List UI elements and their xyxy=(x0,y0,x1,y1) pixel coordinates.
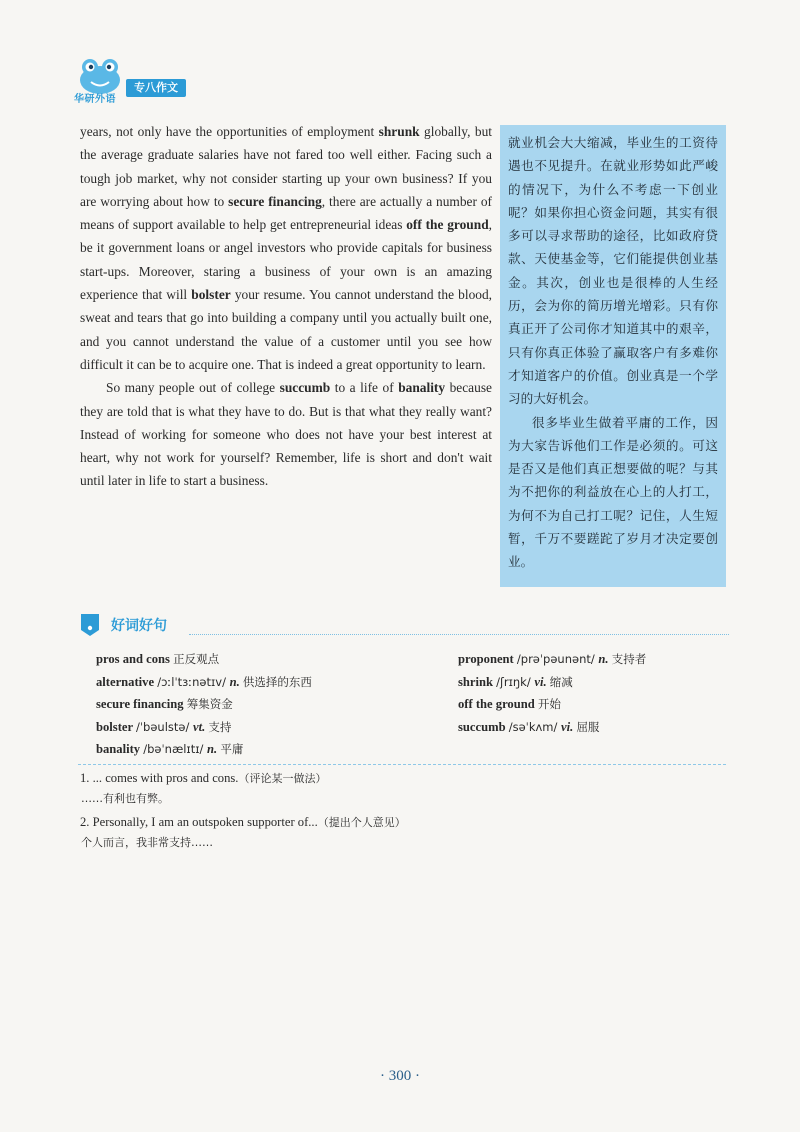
highlighted-term: bolster xyxy=(191,287,231,303)
vocab-item xyxy=(96,693,436,716)
vocab-item xyxy=(458,716,738,739)
vocab-word: off the ground xyxy=(458,697,538,712)
text-run: globally, but the average graduate salaries have not fared too well either. Facing such a tough job market, why not consider starting up your own business? If you are worrying about how to xyxy=(80,124,492,209)
vocab-word: secure financing xyxy=(96,697,187,712)
text-run: So many people out of college xyxy=(106,380,280,396)
vocab-word: banality xyxy=(96,742,144,757)
english-paragraph-1 xyxy=(80,120,492,376)
sentence-chinese: 个人而言，我非常支持…… xyxy=(81,836,213,849)
vocab-section-title: 好词好句 xyxy=(111,618,167,634)
vocab-phonetic: /ˈbəulstə/ xyxy=(136,719,194,734)
sentence-english: 1. ... comes with pros and cons.（评论某一做法） xyxy=(80,771,327,785)
vocab-meaning: 筹集资金 xyxy=(186,697,233,712)
vocab-part-of-speech: n. xyxy=(229,674,243,689)
vocab-list-right xyxy=(458,648,738,738)
highlighted-term: secure financing xyxy=(228,193,322,209)
vocab-phonetic: /bəˈnælɪtɪ/ xyxy=(143,742,208,757)
vocab-meaning: 开始 xyxy=(537,697,561,712)
vocab-meaning: 屈服 xyxy=(576,719,600,734)
chinese-paragraph-1: 就业机会大大缩减，毕业生的工资待遇也不见提升。在就业形势如此严峻的情况下，为什么不考虑一下创业呢？如果你担心资金问题，其实有很多可以寻求帮助的途径，比如政府贷款、天使基金等，它们能提供创业基金。其次，创业也是很棒的人生经历，会为你的简历增光增彩。只有你真正开了公司你才知道其中的艰辛，只有你真正体验了赢取客户有多难你才知道客户的价值。创业真是一个学习的大好机会。 xyxy=(508,135,718,407)
vocab-phonetic: /ɔːlˈtɜːnətɪv/ xyxy=(157,674,230,689)
vocab-part-of-speech: vi. xyxy=(561,719,577,734)
pencil-tag-icon xyxy=(79,612,101,638)
vocab-word: bolster xyxy=(96,719,136,734)
highlighted-term: shrunk xyxy=(378,124,420,139)
vocab-item xyxy=(96,738,436,761)
vocab-part-of-speech: n. xyxy=(207,742,221,757)
vocab-item xyxy=(96,671,436,694)
vocab-item xyxy=(458,693,738,716)
english-paragraph-2 xyxy=(80,376,492,492)
section-badge: 专八作文 xyxy=(126,79,186,97)
chinese-translation-box xyxy=(500,125,726,587)
vocab-word: pros and cons xyxy=(96,652,174,666)
vocab-meaning: 平庸 xyxy=(220,742,244,757)
vocab-item xyxy=(458,648,738,671)
highlighted-term: off the ground xyxy=(406,217,489,233)
vocab-phonetic: /səˈkʌm/ xyxy=(508,719,562,734)
vocab-item xyxy=(96,716,436,739)
text-run: because they are told that is what they have to do. But is that what they really want? Instead of working for someone who does not have your best interest at heart, why not work for yourself? Remember, life is short and don't wait until later in life to start a business. xyxy=(80,380,492,489)
vocab-part-of-speech: vi. xyxy=(534,674,550,689)
vocab-word: shrink xyxy=(458,674,497,689)
text-run: to a life of xyxy=(330,380,399,396)
vocab-list-left xyxy=(96,648,436,761)
vocab-word: proponent xyxy=(458,652,517,666)
vocab-word: alternative xyxy=(96,674,158,689)
vocab-word: succumb xyxy=(458,719,509,734)
vocab-item xyxy=(458,671,738,694)
sentence-item-2 xyxy=(80,812,730,853)
vocab-meaning: 支持 xyxy=(208,719,232,734)
vocab-meaning: 缩减 xyxy=(549,674,573,689)
vocab-phonetic: /ʃrɪŋk/ xyxy=(496,674,535,689)
vocab-section-header xyxy=(79,612,729,642)
text-run: years, not only have the opportunities of employment xyxy=(80,124,379,139)
sentence-chinese: ……有利也有弊。 xyxy=(81,792,169,805)
vocab-part-of-speech: vt. xyxy=(193,719,209,734)
chinese-paragraph-2: 很多毕业生做着平庸的工作，因为大家告诉他们工作是必须的。可这是否又是他们真正想要做的呢？与其为不把你的利益放在心上的人打工，为何不为自己打工呢？记住，人生短暂，千万不要蹉跎了岁月才决定要创业。 xyxy=(508,414,718,570)
english-column xyxy=(80,120,492,493)
vocab-item xyxy=(96,648,436,671)
sentence-item-1 xyxy=(80,768,730,809)
sentence-english: 2. Personally, I am an outspoken supporter of...（提出个人意见） xyxy=(80,815,406,829)
vocab-part-of-speech: n. xyxy=(598,652,612,666)
highlighted-term: banality xyxy=(398,380,446,396)
text-run: your resume. You cannot understand the blood, sweat and tears that go into building a company until you actually built one, and you cannot understand the value of a customer until you see how difficult it can be to acquire one. That is indeed a great opportunity to learn. xyxy=(80,287,493,372)
page-number: · 300 · xyxy=(380,1068,420,1084)
vocab-meaning: 支持者 xyxy=(611,652,647,666)
vocab-header-rule xyxy=(189,634,729,635)
vocab-meaning: 正反观点 xyxy=(173,652,220,666)
text-run: , be it government loans or angel investors who provide capitals for business start-ups. Moreover, staring a business of your own is an amazing experience that will xyxy=(80,217,493,303)
highlighted-term: succumb xyxy=(279,380,331,396)
text-run: , there are actually a number of means of support available to help get entrepreneurial ideas xyxy=(80,193,492,233)
vocab-meaning: 供选择的东西 xyxy=(242,674,312,689)
vocab-phonetic: /prəˈpəunənt/ xyxy=(516,652,599,666)
section-divider xyxy=(78,764,726,765)
logo-text: 华研外语 xyxy=(74,94,116,105)
